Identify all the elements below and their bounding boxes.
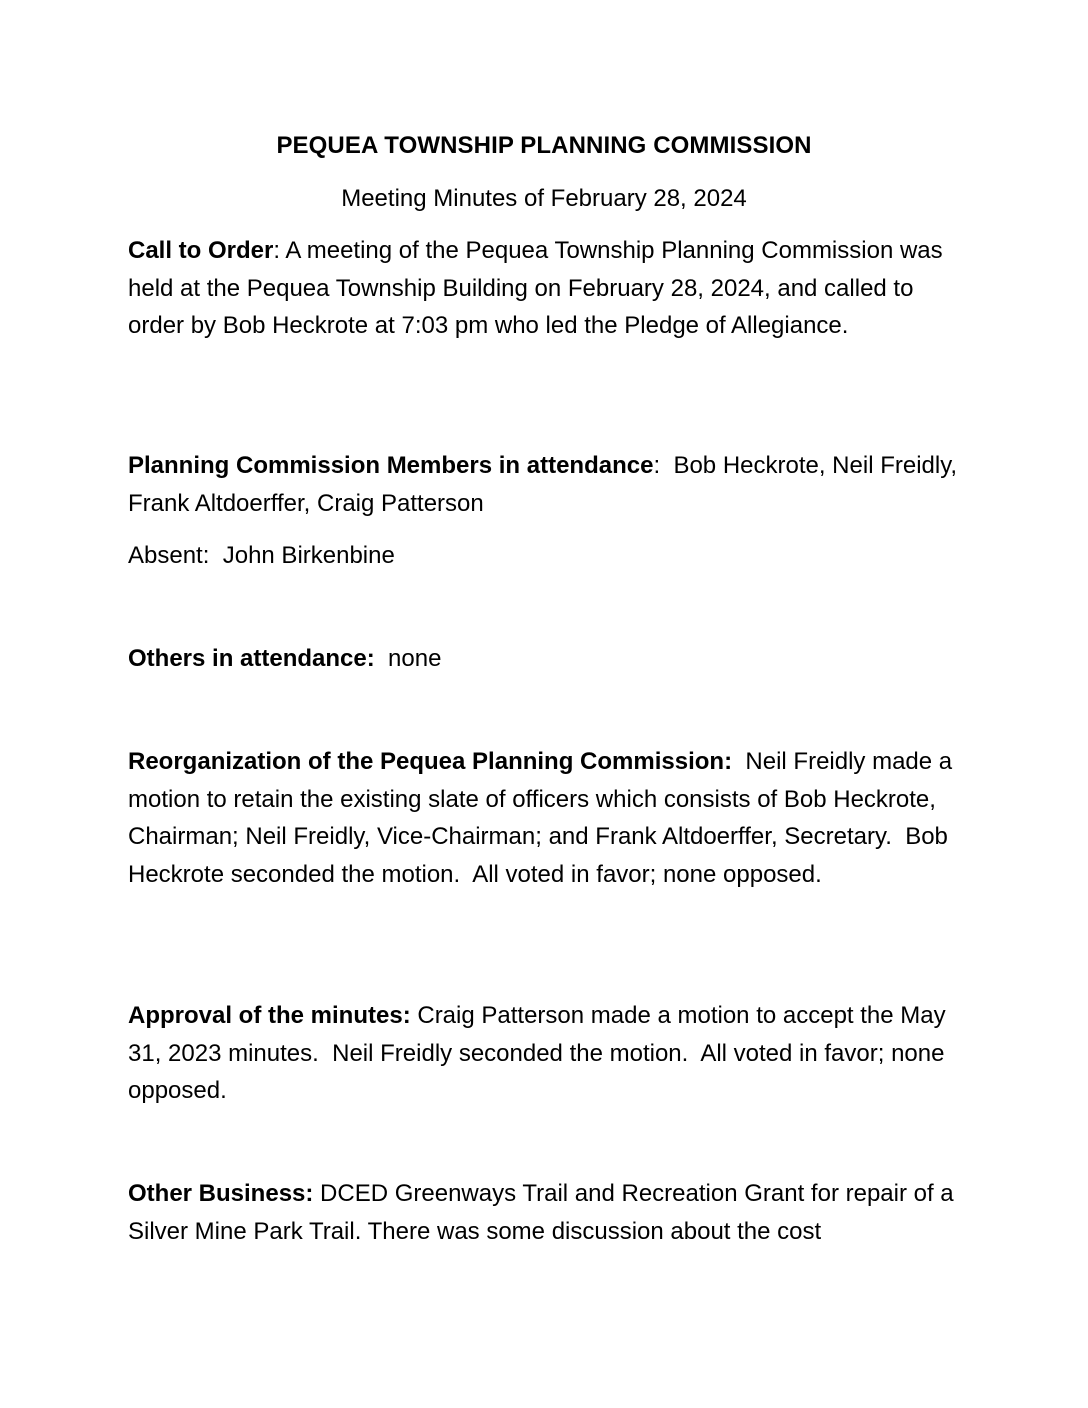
others-attendance-label: Others in attendance: — [128, 645, 375, 672]
others-attendance-paragraph — [128, 640, 968, 678]
other-business-paragraph — [128, 1175, 968, 1250]
absent-paragraph — [128, 537, 968, 575]
call-to-order-text: : A meeting of the Pequea Township Planning Commission was held at the Pequea Township Building on February 28, 2024, and called to order by Bob Heckrote at 7:03 pm who led the Pledge of Allegiance. — [128, 237, 950, 339]
approval-minutes-label: Approval of the minutes: — [128, 1002, 411, 1029]
document-subtitle: Meeting Minutes of February 28, 2024 — [341, 185, 747, 212]
reorganization-paragraph — [128, 743, 968, 893]
approval-minutes-text: Craig Patterson made a motion to accept the May 31, 2023 minutes. Neil Freidly seconded the motion. All voted in favor; none opposed. — [128, 1002, 953, 1104]
call-to-order-paragraph — [128, 232, 968, 345]
other-business-label: Other Business: — [128, 1180, 314, 1207]
members-attendance-paragraph — [128, 447, 968, 522]
members-attendance-text: : Bob Heckrote, Neil Freidly, Frank Altdoerffer, Craig Patterson — [128, 452, 964, 517]
call-to-order-label: Call to Order — [128, 237, 274, 264]
approval-minutes-paragraph — [128, 997, 968, 1110]
members-attendance-label: Planning Commission Members in attendance — [128, 452, 654, 479]
document-title: PEQUEA TOWNSHIP PLANNING COMMISSION — [276, 132, 812, 159]
absent-text: Absent: John Birkenbine — [128, 542, 395, 569]
others-attendance-text: none — [374, 645, 442, 672]
other-business-text: DCED Greenways Trail and Recreation Grant for repair of a Silver Mine Park Trail. There was some discussion about the cost — [128, 1180, 961, 1245]
reorganization-label: Reorganization of the Pequea Planning Commission: — [128, 748, 733, 775]
reorganization-text: Neil Freidly made a motion to retain the existing slate of officers which consists of Bob Heckrote, Chairman; Neil Freidly, Vice-Chairman; and Frank Altdoerffer, Secretary. Bob Heckrote seconded the motion. All voted in favor; none opposed. — [128, 748, 959, 888]
